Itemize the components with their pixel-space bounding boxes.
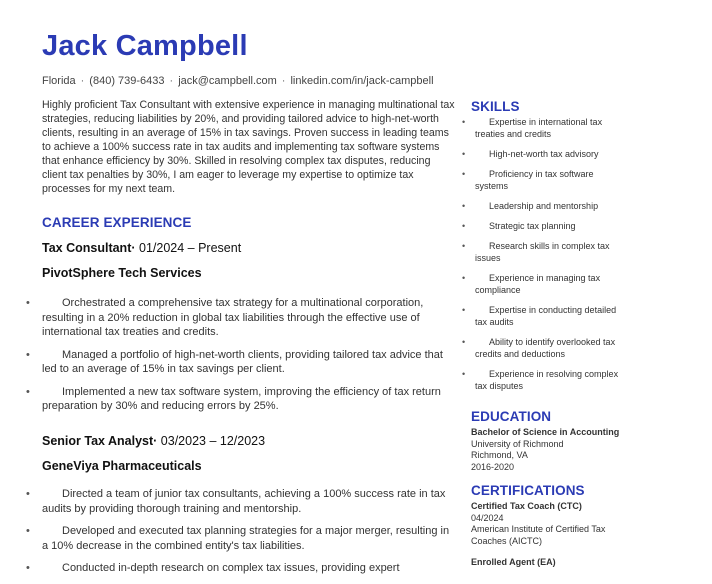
skill-item: • Experience in resolving complex tax disputes [475, 368, 625, 392]
title-separator: · [131, 241, 136, 255]
job-dates: 01/2024 – Present [135, 241, 242, 255]
contact-email[interactable]: jack@campbell.com [178, 75, 277, 87]
career-experience-heading: CAREER EXPERIENCE [42, 215, 192, 230]
skills-list [475, 116, 625, 400]
skill-item: • Strategic tax planning [475, 220, 625, 232]
certification-name: Certified Tax Coach (CTC) [471, 501, 582, 511]
certification-entry [471, 501, 641, 547]
job-bullets [42, 487, 452, 584]
separator-dot: · [281, 75, 286, 87]
title-separator: · [153, 434, 158, 448]
skill-item: • Expertise in international tax treaties and credits [475, 116, 625, 140]
skill-item: • Proficiency in tax software systems [475, 168, 625, 192]
education-dates: 2016-2020 [471, 461, 515, 472]
list-item: • Implemented a new tax software system, improving the efficiency of tax return preparation by 30% and reducing errors by 25%. [42, 385, 452, 414]
skill-item: • Expertise in conducting detailed tax audits [475, 304, 625, 328]
skill-item: • Ability to identify overlooked tax credits and deductions [475, 336, 625, 360]
separator-dot: · [80, 75, 85, 87]
list-item: • Directed a team of junior tax consultants, achieving a 100% success rate in tax audits by providing thorough training and mentorship. [42, 487, 452, 516]
skills-heading: SKILLS [471, 99, 520, 114]
certification-date: 04/2024 [471, 512, 504, 523]
certification-issuer: American Institute of Certified Tax Coaches (AICTC) [471, 524, 606, 546]
candidate-name: Jack Campbell [42, 30, 248, 62]
job-bullets [42, 296, 452, 422]
job-title-line [42, 241, 241, 255]
job-dates: 03/2023 – 12/2023 [157, 434, 266, 448]
summary-paragraph: Highly proficient Tax Consultant with extensive experience in managing multinational tax strategies, reducing liabilities by 20%, and providing tailored advice to high-net-worth clients, resulting in an average of 15% in tax savings. Proven success in leading teams to achieve a 100% success rate in tax audits and implementing tax software systems that enhance efficiency by 30%. Skilled in resolving complex tax disputes, reducing client tax penalties by 30%, I am eager to leverage my expertise to optimize tax processes for my next team. [42, 99, 455, 195]
contact-phone: (840) 739-6433 [89, 75, 165, 87]
school-location: Richmond, VA [471, 450, 528, 461]
certification-entry [471, 557, 641, 569]
company-name: PivotSphere Tech Services [42, 266, 202, 280]
degree: Bachelor of Science in Accounting [471, 427, 620, 437]
certifications-heading: CERTIFICATIONS [471, 483, 585, 498]
school-name: University of Richmond [471, 438, 564, 449]
contact-location: Florida [42, 75, 76, 87]
contact-line [42, 75, 434, 87]
education-entry [471, 427, 641, 473]
job-title: Senior Tax Analyst [42, 434, 154, 448]
job-title-line [42, 434, 265, 448]
company-name: GeneViya Pharmaceuticals [42, 459, 202, 473]
list-item: • Orchestrated a comprehensive tax strategy for a multinational corporation, resulting in a 20% reduction in global tax liabilities through the effective use of international tax treaties and credits. [42, 296, 452, 340]
list-item: • Managed a portfolio of high-net-worth clients, providing tailored tax advice that led to an average of 15% in tax savings per client. [42, 348, 452, 377]
skill-item: • Leadership and mentorship [475, 200, 625, 212]
contact-linkedin[interactable]: linkedin.com/in/jack-campbell [290, 75, 434, 87]
job-title: Tax Consultant [42, 241, 132, 255]
skill-item: • High-net-worth tax advisory [475, 148, 625, 160]
education-heading: EDUCATION [471, 409, 552, 424]
certification-name: Enrolled Agent (EA) [471, 557, 556, 567]
skill-item: • Research skills in complex tax issues [475, 240, 625, 264]
separator-dot: · [169, 75, 174, 87]
skill-item: • Experience in managing tax compliance [475, 272, 625, 296]
list-item: • Conducted in-depth research on complex tax issues, providing expert [42, 561, 452, 576]
list-item: • Developed and executed tax planning strategies for a major merger, resulting in a 10% decrease in the combined entity's tax liabilities. [42, 524, 452, 553]
